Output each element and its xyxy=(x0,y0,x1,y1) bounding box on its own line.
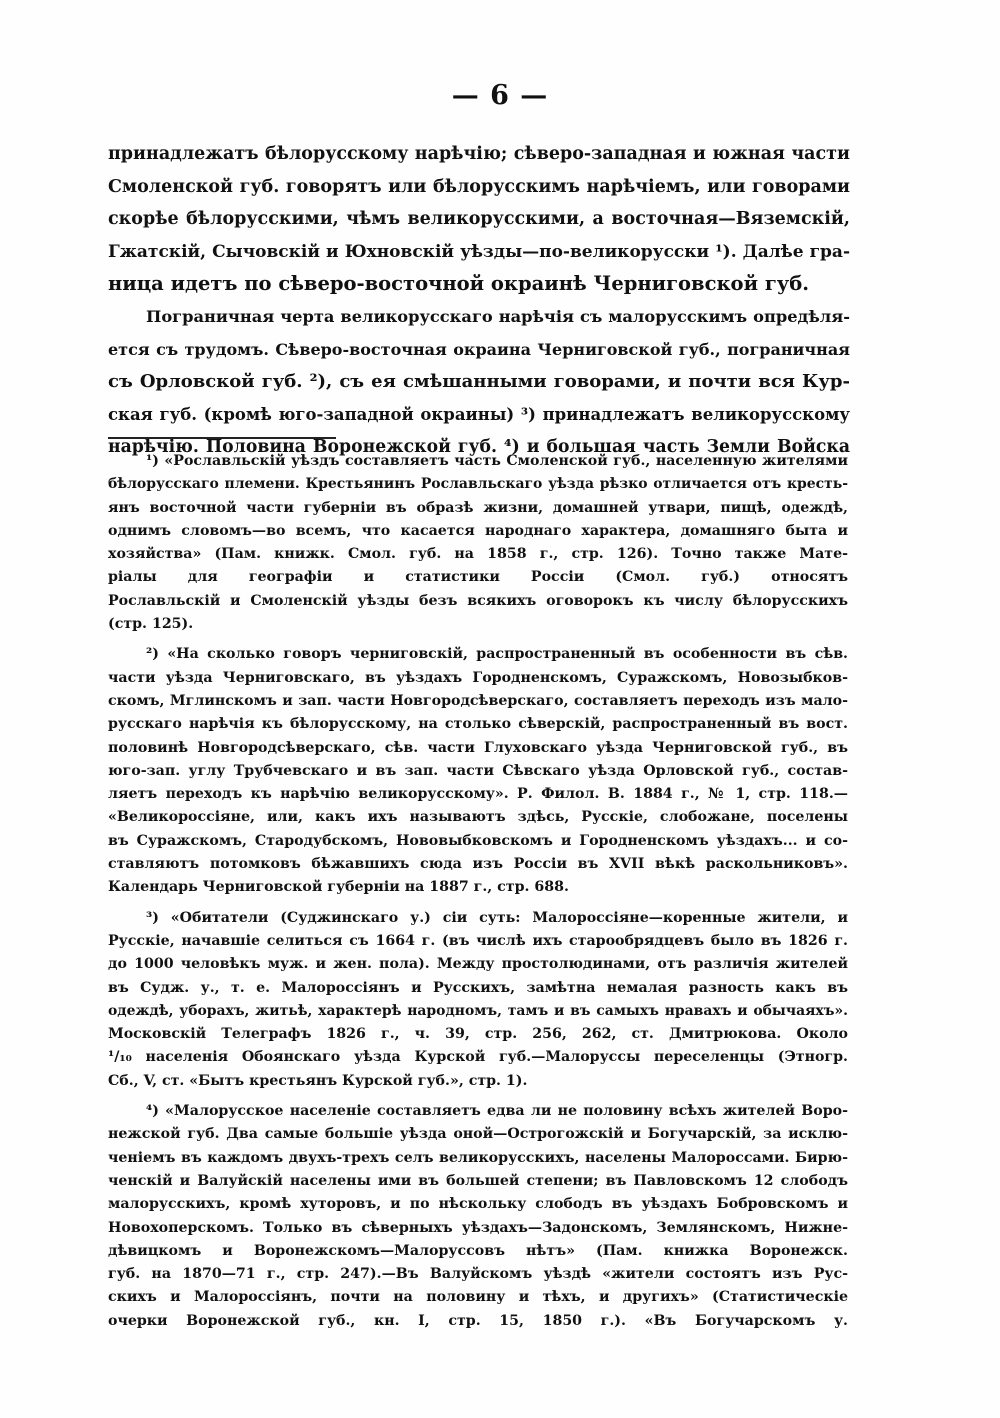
page-number: — 6 — xyxy=(451,80,549,111)
footnote-line: ченіемъ въ каждомъ двухъ-трехъ селъ великорусскихъ, населены Малороссами. Бирю- xyxy=(108,1149,848,1166)
footnote-line: половинѣ Новгородсѣверскаго, сѣв. части Глуховскаго уѣзда Черниговской губ., въ xyxy=(108,739,848,756)
footnote-line: Московскій Телеграфъ 1826 г., ч. 39, стр. 256, 262, ст. Дмитрюкова. Около xyxy=(108,1026,848,1043)
footnote-line: очерки Воронежской губ., кн. I, стр. 15, 1850 г.). «Въ Богучарскомъ у. xyxy=(108,1312,848,1329)
footnote-line: Календарь Черниговской губерніи на 1887 г., стр. 688. xyxy=(108,879,569,896)
footnote-line: части уѣзда Черниговскаго, въ уѣздахъ Городненскомъ, Суражскомъ, Новозыбков- xyxy=(108,669,848,686)
footnote-line: юго-зап. углу Трубчевскаго и въ зап. части Сѣвскаго уѣзда Орловской губ., состав- xyxy=(108,762,848,779)
footnote-line: янъ восточной части губерніи въ образѣ жизни, домашней утвари, пищѣ, одеждѣ, xyxy=(108,499,848,516)
footnote-line: Русскіе, начавшіе селиться съ 1664 г. (въ числѣ ихъ старообрядцевъ было въ 1826 г. xyxy=(108,932,848,949)
footnote-line: (стр. 125). xyxy=(108,616,194,633)
footnote-line: ставляютъ потомковъ бѣжавшихъ сюда изъ Россіи въ XVII вѣкѣ раскольниковъ». xyxy=(108,856,848,873)
footnote-line: нежской губ. Два самые большіе уѣзда оной—Острогожскій и Богучарскій, за исклю- xyxy=(108,1126,848,1143)
footnote-line: «Великороссіяне, или, какъ ихъ называютъ здѣсь, Русскіе, слобожане, поселены xyxy=(108,809,848,826)
footnote-line: малорусскихъ, кромѣ хуторовъ, и по нѣскольку слободъ въ уѣздахъ Бобровскомъ и xyxy=(108,1196,848,1213)
text-line: Гжатскій, Сычовскій и Юхновскій уѣзды—по-великорусски ¹). Далѣе гра- xyxy=(108,241,850,262)
main-text xyxy=(108,138,850,464)
footnote-line: ⁴) «Малорусское населеніе составляетъ едва ли не половину всѣхъ жителей Воро- xyxy=(146,1103,848,1120)
text-line: ская губ. (кромѣ юго-западной окраины) ³) принадлежатъ великорусскому xyxy=(108,404,850,424)
footnote-line: ¹/₁₀ населенія Обоянскаго уѣзда Курской губ.—Малоруссы переселенцы (Этногр. xyxy=(108,1049,848,1066)
footnote-line: ¹) «Рославльскій уѣздъ составляетъ часть Смоленской губ., населенную жителями xyxy=(146,453,848,469)
footnote-line: Рославльскій и Смоленскій уѣзды безъ всякихъ оговорокъ къ числу бѣлорусскихъ xyxy=(108,592,848,609)
text-line: съ Орловской губ. ²), съ ея смѣшанными говорами, и почти вся Кур- xyxy=(108,371,850,393)
footnote-line: одеждѣ, уборахъ, житьѣ, характерѣ народномъ, тамъ и въ самыхъ нравахъ и обычаяхъ». xyxy=(108,1002,848,1019)
footnote-line: ²) «На сколько говоръ черниговскій, распространенный въ особенности въ сѣв. xyxy=(146,646,848,663)
footnote-line: однимъ словомъ—во всемъ, что касается народнаго характера, домашняго быта и xyxy=(108,522,848,539)
text-line: Смоленской губ. говорятъ или бѣлорусскимъ нарѣчіемъ, или говорами xyxy=(108,176,850,197)
footnote-line: бѣлорусскаго племени. Крестьянинъ Рославльскаго уѣзда рѣзко отличается отъ кресть- xyxy=(108,476,848,493)
footnote-line: русскаго нарѣчія къ бѣлорусскому, на столько сѣверскій, распространенный въ вост. xyxy=(108,716,848,733)
footnote-line: скихъ и Малороссіянъ, почти на половину и тѣхъ, и другихъ» (Статистическіе xyxy=(108,1289,848,1306)
footnote-line: до 1000 человѣкъ муж. и жен. пола). Между простолюдинами, отъ различія жителей xyxy=(108,956,848,973)
footnote-line: ляетъ переходъ къ нарѣчію великорусскому». Р. Филол. В. 1884 г., № 1, стр. 118.— xyxy=(108,786,848,803)
text-line: принадлежатъ бѣлорусскому нарѣчію; сѣверо-западная и южная части xyxy=(108,144,850,164)
footnote-line: Новохоперскомъ. Только въ сѣверныхъ уѣздахъ—Задонскомъ, Землянскомъ, Нижне- xyxy=(108,1219,848,1236)
footnotes xyxy=(108,450,848,1333)
text-line: Пограничная черта великорусскаго нарѣчія съ малорусскимъ опредѣля- xyxy=(146,306,850,326)
text-line: ется съ трудомъ. Сѣверо-восточная окраина Черниговской губ., пограничная xyxy=(108,339,850,359)
footnote-line: хозяйства» (Пам. книжк. Смол. губ. на 1858 г., стр. 126). Точно также Мате- xyxy=(108,546,848,563)
footnote-line: Сб., V, ст. «Бытъ крестьянъ Курской губ.», стр. 1). xyxy=(108,1072,528,1089)
footnote-line: ріалы для географіи и статистики Россіи (Смол. губ.) относятъ xyxy=(108,569,848,586)
footnote-line: въ Суражскомъ, Стародубскомъ, Нововыбковскомъ и Городненскомъ уѣздахъ... и со- xyxy=(108,832,848,849)
footnote-line: ченскій и Валуйскій населены ими въ большей степени; въ Павловскомъ 12 слободъ xyxy=(108,1172,848,1189)
footnote-line: дѣвицкомъ и Воронежскомъ—Малоруссовъ нѣтъ» (Пам. книжка Воронежск. xyxy=(108,1242,848,1259)
footnote-line: губ. на 1870—71 г., стр. 247).—Въ Валуйскомъ уѣздѣ «жители состоятъ изъ Рус- xyxy=(108,1266,848,1283)
footnote-line: ³) «Обитатели (Суджинскаго у.) сіи суть: Малороссіяне—коренные жители, и xyxy=(146,909,848,926)
footnote-separator xyxy=(108,437,336,439)
text-line: нарѣчію. Половина Воронежской губ. ⁴) и большая часть Земли Войска xyxy=(108,437,850,458)
text-line: скорѣе бѣлорусскими, чѣмъ великорусскими, а восточная—Вяземскій, xyxy=(108,209,850,230)
text-line: ница идетъ по сѣверо-восточной окраинѣ Черниговской губ. xyxy=(108,272,810,296)
footnote-line: въ Судж. у., т. е. Малороссіянъ и Русскихъ, замѣтна немалая разность какъ въ xyxy=(108,979,848,996)
footnote-line: скомъ, Мглинскомъ и зап. части Новгородсѣверскаго, составляетъ переходъ изъ мало- xyxy=(108,692,848,709)
